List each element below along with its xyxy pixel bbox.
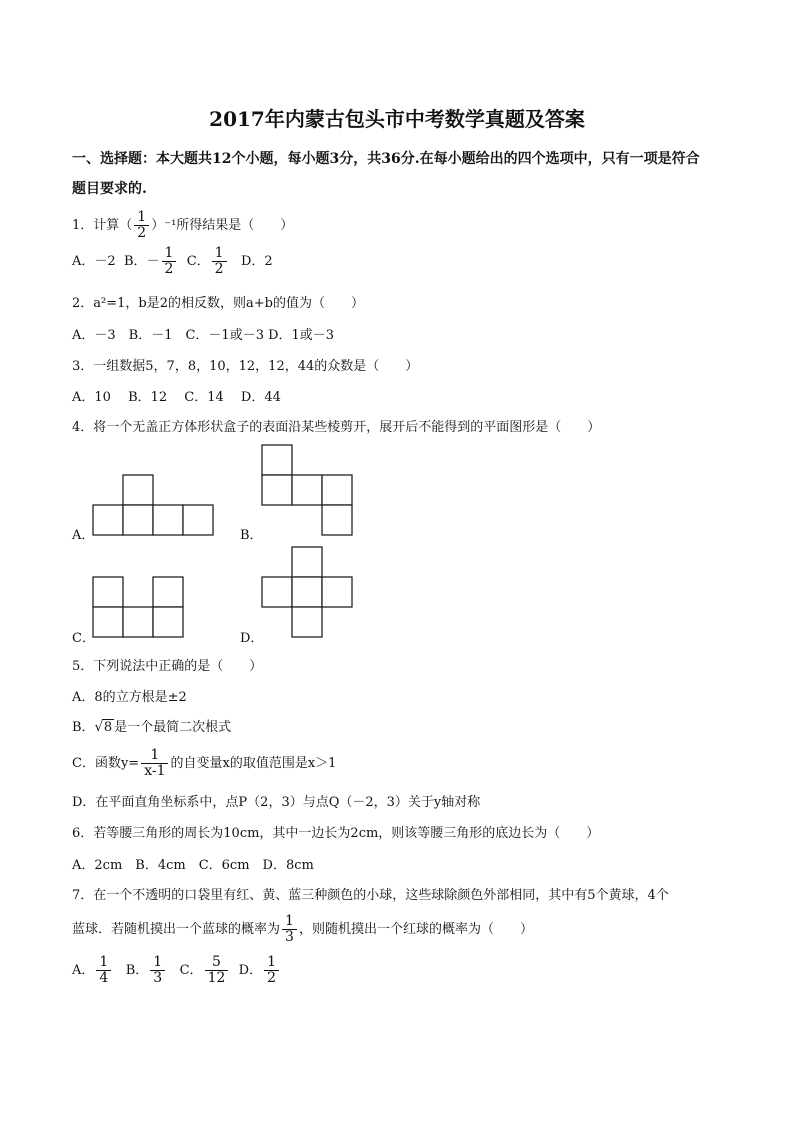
question-2-stem: 2．a²=1，b是2的相反数，则a+b的值为（ ） (72, 296, 364, 311)
q1-option-c-num: 1 (214, 245, 224, 261)
section-header-line1: 一、选择题：本大题共12个小题，每小题3分，共36分.在每小题给出的四个选项中，只有一项是符合 (72, 151, 700, 167)
section-header-line2: 题目要求的. (72, 181, 147, 197)
q7-option-d-num: 1 (267, 954, 277, 970)
q1-option-b-den: 2 (162, 261, 177, 277)
q5-option-c-label: C．函数y= (72, 756, 140, 771)
q5-option-d: D．在平面直角坐标系中，点P（2，3）与点Q（－2，3）关于y轴对称 (72, 795, 481, 810)
q1-option-c-den: 2 (212, 261, 227, 277)
q7-option-d-fraction (264, 955, 279, 986)
q1-option-b-fraction (162, 246, 177, 277)
question-1-options (72, 246, 273, 277)
question-3-stem: 3．一组数据5，7，8，10，12，12，44的众数是（ ） (72, 359, 419, 374)
net-label-c: C． (72, 631, 95, 646)
q7-option-c-num: 5 (212, 954, 221, 970)
q7-option-d-den: 2 (264, 970, 279, 986)
q5-option-c-num: 1 (150, 747, 160, 763)
net-label-d: D． (240, 631, 264, 646)
net-figure-b (261, 444, 353, 536)
q7-option-a-num: 1 (99, 954, 109, 970)
q5-option-b-text: 是一个最简二次根式 (114, 720, 232, 735)
q7-stem-pre: 蓝球．若随机摸出一个蓝球的概率为 (72, 922, 281, 937)
page-title: 2017年内蒙古包头市中考数学真题及答案 (209, 107, 585, 131)
q5-option-c-fraction (141, 748, 168, 779)
q7-option-d-label: D． (238, 963, 263, 978)
question-7-stem-line2 (72, 914, 533, 945)
net-label-b: B． (240, 528, 263, 543)
question-1-stem (72, 210, 293, 241)
net-figure-c (92, 576, 184, 638)
question-3-options: A．10 B．12 C．14 D．44 (72, 390, 281, 405)
question-2-options: A．－3 B．－1 C．－1或－3 D．1或－3 (72, 328, 335, 343)
q1-option-c-label: C． (186, 254, 210, 269)
question-7-options (72, 955, 281, 986)
q5-option-a: A．8的立方根是±2 (72, 690, 187, 705)
net-label-a: A． (72, 528, 95, 543)
q1-option-a: A．－2 (72, 254, 116, 269)
q1-option-b-num: 1 (164, 245, 174, 261)
q7-frac-den: 3 (282, 929, 297, 945)
sqrt-sign: √ (94, 720, 103, 735)
q7-option-b-num: 1 (153, 954, 163, 970)
q1-option-d: D．2 (240, 254, 273, 269)
q1-option-b-label: B．－ (123, 254, 160, 269)
q1-frac-den: 2 (134, 225, 149, 241)
q7-fraction (282, 914, 297, 945)
q7-stem-post: ，则随机摸出一个红球的概率为（ ） (298, 922, 533, 937)
question-6-stem: 6．若等腰三角形的周长为10cm，其中一边长为2cm，则该等腰三角形的底边长为（ ） (72, 826, 600, 841)
q7-option-a-den: 4 (96, 970, 111, 986)
q7-option-c-fraction (205, 955, 229, 986)
q7-option-b-label: B． (125, 963, 149, 978)
question-7-stem-line1: 7．在一个不透明的口袋里有红、黄、蓝三种颜色的小球，这些球除颜色外部相同，其中有5个黄球，4个 (72, 888, 669, 903)
q5-option-c-den: x-1 (141, 763, 168, 779)
q1-prefix: 1．计算（ (72, 218, 133, 233)
q1-frac-num: 1 (137, 209, 147, 225)
q7-option-c-label: C． (179, 963, 203, 978)
q7-option-a-label: A． (72, 963, 95, 978)
q7-frac-num: 1 (285, 913, 294, 929)
q5-option-b-radicand: 8 (103, 720, 113, 735)
net-figure-d (261, 546, 353, 638)
q5-option-b (72, 716, 231, 735)
q7-option-b-fraction (150, 955, 165, 986)
q7-option-a-fraction (96, 955, 111, 986)
q7-option-c-den: 12 (205, 970, 229, 986)
net-figure-a (92, 474, 214, 536)
q5-option-c-text: 的自变量x的取值范围是x＞1 (170, 756, 337, 771)
question-6-options: A．2cm B．4cm C．6cm D．8cm (72, 858, 314, 873)
question-4-stem: 4．将一个无盖正方体形状盒子的表面沿某些棱剪开，展开后不能得到的平面图形是（ ） (72, 420, 601, 435)
q5-option-c (72, 748, 336, 779)
q1-option-c-fraction (212, 246, 227, 277)
q7-option-b-den: 3 (150, 970, 165, 986)
q1-suffix: ）⁻¹所得结果是（ ） (151, 218, 294, 233)
q1-fraction (134, 210, 149, 241)
question-5-stem: 5．下列说法中正确的是（ ） (72, 659, 263, 674)
q5-option-b-label: B． (72, 720, 95, 735)
